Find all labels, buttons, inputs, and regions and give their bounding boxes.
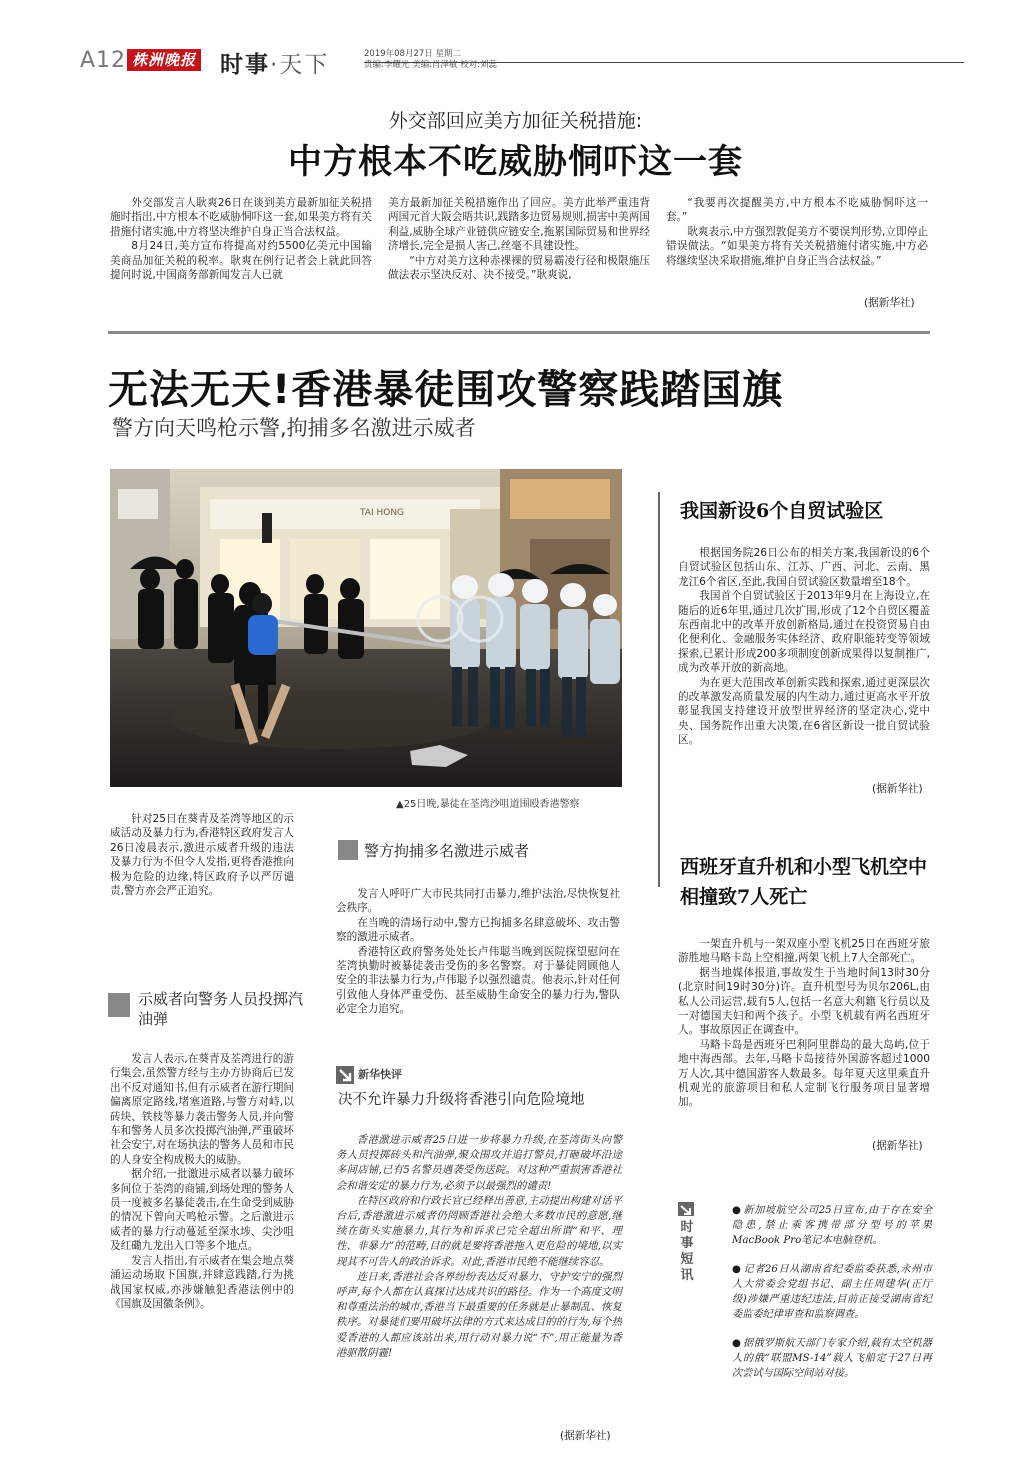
- article1-credit: (据新华社): [864, 297, 915, 309]
- sidebar-story2-body: [678, 937, 930, 1110]
- article1-column-2: [388, 196, 650, 314]
- paragraph: “我要再次提醒美方,中方根本不吃威胁恫吓这一套。”: [666, 197, 928, 224]
- paragraph: 连日来,香港社会各界纷纷表达反对暴力、守护安宁的强烈呼声,每个人都在认真探讨达成共识的路径。作为一个高度文明和尊重法治的城市,香港当下最重要的任务就是止暴制乱、恢复秩序。对暴徒们要用破坏法律的方式来达成目的的行为,每个热爱香港的人都应该站出来,用行动对暴力说“不”,用正能量为香港驱散阴霾!: [336, 1270, 622, 1359]
- edition-date: 2019年08月27日 星期二: [364, 49, 461, 59]
- sidebar-story1-headline: 我国新设6个自贸试验区: [680, 500, 884, 522]
- paragraph: 马略卡岛是西班牙巴利阿里群岛的最大岛屿,位于地中海西部。去年,马略卡岛接待外国游客超过1000万人次,其中德国游客人数最多。每年夏天这里乘直升机观光的旅游项目和私人定制飞行服务项目显著增加。: [678, 1038, 930, 1109]
- header-rule: [364, 62, 964, 63]
- paragraph: 据当地媒体报道,事故发生于当地时间13时30分(北京时间19时30分)许。直升机型号为贝尔206L,由私人公司运营,载有5人,包括一名意大利籍飞行员以及一对德国夫妇和两个孩子。小型飞机载有两名西班牙人。事故原因正在调查中。: [678, 966, 930, 1037]
- article2-subheadline: 警方向天鸣枪示警,拘捕多名激进示威者: [112, 416, 476, 440]
- article1-kicker: 外交部回应美方加征关税措施:: [388, 110, 643, 132]
- paragraph: 外交部发言人耿爽26日在谈到美方最新加征关税措施时指出,中方根本不吃威胁恫吓这一套,如果美方将有关措施付诸实施,中方将坚决维护自身正当合法权益。: [110, 197, 372, 238]
- sidebar-story2-headline: 西班牙直升机和小型飞机空中相撞致7人死亡: [680, 856, 928, 908]
- paragraph: 香港激进示威者25日进一步将暴力升级,在荃湾街头向警务人员投掷砖头和汽油弹,聚众围攻并追打警员,打砸破坏沿途多间店铺,已有5名警员遇袭受伤送院。对这种严重损害香港社会和谐安定的暴力行为,必须予以最强烈的谴责!: [336, 1134, 622, 1192]
- briefs-label: 时事短讯: [680, 1220, 694, 1283]
- paragraph: 据介绍,一批激进示威者以暴力破坏多间位于荃湾的商铺,到场处理的警务人员一度被多名暴徒袭击,在生命受到威胁的情况下曾向天鸣枪示警。之后激进示威者的暴力行动蔓延至深水埗、尖沙咀及红磡九龙出入口等多个地点。: [110, 1168, 294, 1253]
- xinhua-commentary-body: [336, 1133, 622, 1361]
- xinhua-commentary-title: 决不允许暴力升级将香港引向危险境地: [338, 1092, 585, 1108]
- column-divider: [658, 492, 660, 887]
- paragraph: 耿爽表示,中方强烈敦促美方不要误判形势,立即停止错误做法。“如果美方将有关关税措施付诸实施,中方必将继续坚决采取措施,维护自身正当合法权益。”: [666, 225, 928, 267]
- paragraph: 在特区政府和行政长官已经释出善意,主动提出构建对话平台后,香港激进示威者仍罔顾香港社会绝大多数市民的意愿,继续在街头实施暴力,其行为和诉求已完全超出所谓“和平、理性、非暴力”的范畴,目的就是要将香港拖入更危险的境地,以实现其不可告人的政治诉求。对此,香港市民绝不能继续容忍。: [336, 1194, 622, 1268]
- subhead-marker-icon: [108, 993, 130, 1017]
- sidebar-story2-credit: (据新华社): [872, 1140, 923, 1152]
- paragraph: 发言人指出,有示威者在集会地点葵涌运动场取下国旗,并肆意践踏,行为挑战国家权威,亦涉嫌触犯香港法例中的《国旗及国徽条例》。: [110, 1254, 294, 1310]
- photo-illustration: [110, 469, 622, 787]
- brief-item: ● 新加坡航空公司25日宣布,由于存在安全隐患,禁止乘客携带部分型号的苹果MacBook Pro笔记本电脑登机。: [732, 1203, 932, 1248]
- paragraph: 发言人表示,在葵青及荃湾进行的游行集会,虽然警方经与主办方协商后已发出不反对通知书,但有示威者在游行期间偏离原定路线,堵塞道路,与警方对峙,以砖块、铁枝等暴力袭击警务人员,并向警车和警务人员多次投掷汽油弹,严重破坏社会安宁,对在场执法的警务人员和市民的人身安全构成极大的威胁。: [110, 1053, 294, 1166]
- article2-subhead-2: 警方拘捕多名激进示威者: [364, 842, 530, 860]
- subhead-marker-icon: [338, 840, 358, 860]
- storefront-sign: TAI HONG: [360, 508, 405, 518]
- article2-subhead-1: 示威者向警务人员投掷汽油弹: [138, 990, 304, 1028]
- section-divider: [108, 331, 930, 334]
- xinhua-arrow-icon: [336, 1066, 354, 1084]
- edition-editors: 责编:李耀光 美编:肖泽敏 校对:刘蕊: [364, 60, 497, 70]
- paragraph: 根据国务院26日公布的相关方案,我国新设的6个自贸试验区包括山东、江苏、广西、河北、云南、黑龙江6个省区,至此,我国自贸试验区数量增至18个。: [678, 547, 930, 588]
- article2-column-1-body: [110, 1052, 294, 1311]
- paragraph: 美方最新加征关税措施作出了回应。美方此举严重违背两国元首大阪会晤共识,践踏多边贸易规则,损害中美两国利益,威胁全球产业链供应链安全,拖累国际贸易和世界经济增长,完全是损人害己,丝毫不具建设性。: [388, 197, 650, 253]
- article2-column-2-body: [336, 887, 620, 1017]
- brief-item: ● 据俄罗斯航天部门专家介绍,载有太空机器人的俄“联盟MS-14”载人飞船定于27日再次尝试与国际空间站对接。: [732, 1336, 932, 1381]
- section-label: 时事: [220, 52, 270, 78]
- section-sub-label: ·天下: [270, 52, 330, 78]
- sidebar-story1-credit: (据新华社): [872, 783, 923, 795]
- article2-credit: (据新华社): [560, 1430, 611, 1442]
- article1-headline: 中方根本不吃威胁恫吓这一套: [288, 142, 743, 182]
- paragraph: 在当晚的清场行动中,警方已拘捕多名肆意破坏、攻击警察的激进示威者。: [336, 916, 620, 944]
- paragraph: 香港特区政府警务处处长卢伟聪当晚到医院探望慰问在荃湾执勤时被暴徒袭击受伤的多名警察。对于暴徒罔顾他人安全的非法暴力行为,卢伟聪予以强烈谴责。他表示,针对任何引致他人身体严重受伤、甚至威胁生命安全的暴力行为,警队必定全力追究。: [336, 945, 620, 1016]
- briefs-arrow-icon: [678, 1202, 694, 1216]
- newspaper-logo: 株洲晚报: [127, 49, 201, 71]
- paragraph: “中方对美方这种赤裸裸的贸易霸凌行径和极限施压做法表示坚决反对、决不接受。”耿爽说,: [388, 254, 650, 282]
- paragraph: 针对25日在葵青及荃湾等地区的示威活动及暴力行为,香港特区政府发言人26日凌晨表示,激进示威者升级的违法及暴力行为不但令人发指,更将香港推向极为危险的边缘,特区政府予以严厉谴责,警方亦会严正追究。: [110, 813, 294, 898]
- paragraph: 8月24日,美方宣布将提高对约5500亿美元中国输美商品加征关税的税率。耿爽在例行记者会上就此回答提问时说,中国商务部新闻发言人已就: [110, 240, 372, 282]
- briefs-list: [732, 1203, 932, 1395]
- photo-caption: ▲25日晚,暴徒在荃湾沙咀道围殴香港警察: [396, 799, 580, 810]
- edition-info: [364, 49, 497, 71]
- page-number: A12: [80, 48, 127, 73]
- article2-headline: 无法无天!香港暴徒围攻警察践踏国旗: [108, 367, 784, 413]
- paragraph: 我国首个自贸试验区于2013年9月在上海设立,在随后的近6年里,通过几次扩围,形成了12个自贸区覆盖东西南北中的改革开放创新格局,通过在投资贸易自由化便利化、金融服务实体经济、政府职能转变等领域探索,已累计形成200多项制度创新成果得以复制推广,成为改革开放的新高地。: [678, 590, 930, 675]
- brief-item: ● 记者26日从湖南省纪委监委获悉,永州市人大常委会党组书记、副主任周建华(正厅级)涉嫌严重违纪违法,目前正接受湖南省纪委监委纪律审查和监察调查。: [732, 1262, 932, 1322]
- article1-column-1: [110, 196, 372, 314]
- xinhua-commentary-label: 新华快评: [358, 1068, 402, 1081]
- paragraph: 为在更大范围改革创新实践和探索,通过更深层次的改革激发高质量发展的内生动力,通过更高水平开放彰显我国支持建设开放型世界经济的坚定决心,党中央、国务院作出重大决策,在6省区新设一批自贸试验区。: [678, 676, 930, 747]
- paragraph: 一架直升机与一架双座小型飞机25日在西班牙旅游胜地马略卡岛上空相撞,两架飞机上7人全部死亡。: [678, 938, 930, 965]
- sidebar-story1-body: [678, 546, 930, 748]
- news-photo: [110, 469, 622, 787]
- paragraph: 发言人呼吁广大市民共同打击暴力,维护法治,尽快恢复社会秩序。: [336, 888, 620, 915]
- section-title: [220, 46, 329, 79]
- article2-intro: [110, 812, 294, 898]
